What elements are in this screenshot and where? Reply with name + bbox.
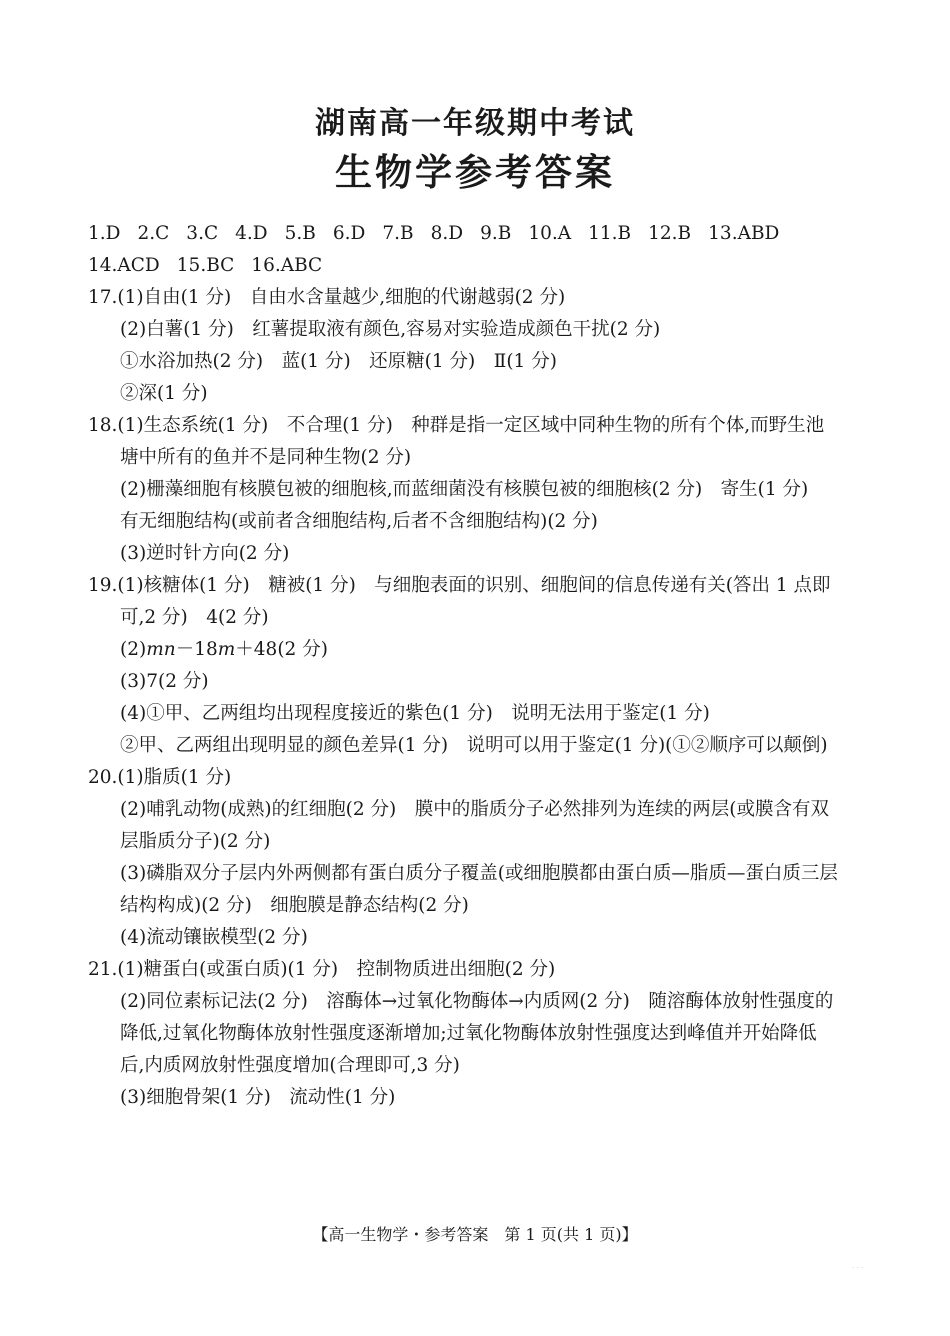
mc-answer: 13.ABD: [708, 223, 780, 244]
q20-line: (4)流动镶嵌模型(2 分): [120, 927, 308, 948]
mc-answers-row-1: [88, 218, 868, 250]
q18-line: 有无细胞结构(或前者含细胞结构,后者不含细胞结构)(2 分): [120, 511, 598, 532]
q17-line: 17.(1)自由(1 分) 自由水含量越少,细胞的代谢越弱(2 分): [88, 287, 566, 308]
q17-line: ①水浴加热(2 分) 蓝(1 分) 还原糖(1 分) Ⅱ(1 分): [120, 351, 557, 372]
mc-answers-row-2: [88, 250, 868, 282]
formula-prefix: (2): [120, 639, 147, 660]
formula-var: mn: [146, 639, 176, 660]
q19-line: 19.(1)核糖体(1 分) 糖被(1 分) 与细胞表面的识别、细胞间的信息传递有关(答出 1 点即: [88, 575, 831, 596]
answer-body: [88, 218, 868, 1114]
q17-line: ②深(1 分): [120, 383, 208, 404]
mc-answer: 11.B: [588, 223, 632, 244]
q19-line: ②甲、乙两组出现明显的颜色差异(1 分) 说明可以用于鉴定(1 分)(①②顺序可以颠倒): [120, 735, 828, 756]
mc-answer: 12.B: [648, 223, 692, 244]
mc-answer: 9.B: [480, 223, 512, 244]
mc-answer: 4.D: [235, 223, 268, 244]
mc-answer: 15.BC: [176, 255, 235, 276]
mc-answer: 10.A: [528, 223, 572, 244]
mc-answer: 5.B: [284, 223, 316, 244]
q19-formula-line: [88, 634, 868, 666]
q21-line: (2)同位素标记法(2 分) 溶酶体→过氧化物酶体→内质网(2 分) 随溶酶体放射性强度的: [120, 991, 834, 1012]
mc-answer: 16.ABC: [251, 255, 323, 276]
q21-line: (3)细胞骨架(1 分) 流动性(1 分): [120, 1087, 396, 1108]
formula-var: m: [217, 639, 236, 660]
formula-suffix: ＋48(2 分): [235, 639, 328, 660]
page-title: 湖南高一年级期中考试: [315, 106, 635, 141]
q21-line: 后,内质网放射性强度增加(合理即可,3 分): [120, 1055, 460, 1076]
mc-answer: 8.D: [430, 223, 464, 244]
mc-answer: 7.B: [382, 223, 414, 244]
q18-line: 18.(1)生态系统(1 分) 不合理(1 分) 种群是指一定区域中同种生物的所有个体,而野生池: [88, 415, 825, 436]
q19-line: (3)7(2 分): [120, 671, 209, 692]
mc-answer: 1.D: [88, 223, 121, 244]
q19-line: 可,2 分) 4(2 分): [120, 607, 269, 628]
page-footer: 【高一生物学・参考答案 第 1 页(共 1 页)】: [312, 1225, 638, 1244]
q17-line: (2)白薯(1 分) 红薯提取液有颜色,容易对实验造成颜色干扰(2 分): [120, 319, 661, 340]
q20-line: 20.(1)脂质(1 分): [88, 767, 232, 788]
q21-line: 降低,过氧化物酶体放射性强度逐渐增加;过氧化物酶体放射性强度达到峰值并开始降低: [120, 1023, 817, 1044]
corner-mark: · · ·: [852, 1264, 864, 1272]
q20-line: (3)磷脂双分子层内外两侧都有蛋白质分子覆盖(或细胞膜都由蛋白质—脂质—蛋白质三层: [120, 863, 838, 884]
mc-answer: 2.C: [137, 223, 170, 244]
formula-mid: －18: [175, 639, 218, 660]
q20-line: (2)哺乳动物(成熟)的红细胞(2 分) 膜中的脂质分子必然排列为连续的两层(或膜含有双: [120, 799, 829, 820]
q18-line: (3)逆时针方向(2 分): [120, 543, 290, 564]
q20-line: 结构构成)(2 分) 细胞膜是静态结构(2 分): [120, 895, 469, 916]
mc-answer: 6.D: [332, 223, 366, 244]
mc-answer: 14.ACD: [88, 255, 160, 276]
q18-line: 塘中所有的鱼并不是同种生物(2 分): [120, 447, 412, 468]
q18-line: (2)栅藻细胞有核膜包被的细胞核,而蓝细菌没有核膜包被的细胞核(2 分) 寄生(1 分): [120, 479, 809, 500]
q21-line: 21.(1)糖蛋白(或蛋白质)(1 分) 控制物质进出细胞(2 分): [88, 959, 556, 980]
mc-answer: 3.C: [186, 223, 219, 244]
q19-line: (4)①甲、乙两组均出现程度接近的紫色(1 分) 说明无法用于鉴定(1 分): [120, 703, 710, 724]
page-subtitle: 生物学参考答案: [335, 151, 615, 194]
q20-line: 层脂质分子)(2 分): [120, 831, 271, 852]
